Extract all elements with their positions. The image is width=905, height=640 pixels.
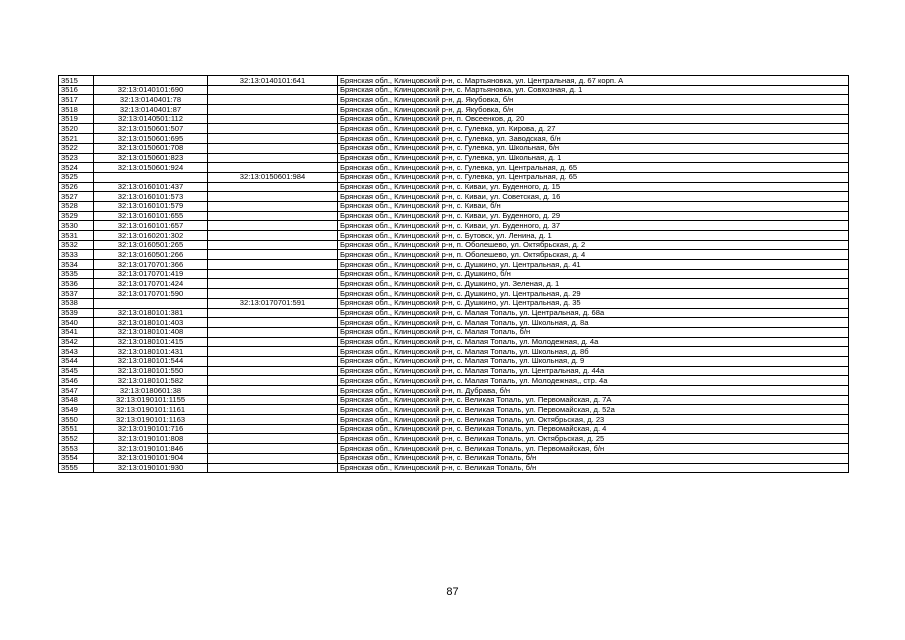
related-cadastral-number-cell	[208, 134, 338, 144]
related-cadastral-number-cell	[208, 192, 338, 202]
page-number: 87	[446, 586, 459, 598]
cadastral-number-cell: 32:13:0190101:904	[94, 453, 208, 463]
cadastral-number-cell: 32:13:0180101:544	[94, 356, 208, 366]
table-row	[59, 424, 849, 434]
row-number-cell: 3532	[59, 240, 94, 250]
address-cell: Брянская обл., Клинцовский р-н, с. Душкино, ул. Центральная, д. 41	[338, 260, 849, 270]
address-cell: Брянская обл., Клинцовский р-н, с. Гулевка, ул. Заводская, б/н	[338, 134, 849, 144]
related-cadastral-number-cell: 32:13:0150601:984	[208, 172, 338, 182]
address-cell: Брянская обл., Клинцовский р-н, с. Душкино, ул. Центральная, д. 29	[338, 289, 849, 299]
table-row	[59, 347, 849, 357]
cadastral-number-cell: 32:13:0160201:302	[94, 231, 208, 241]
row-number-cell: 3522	[59, 143, 94, 153]
table-row	[59, 269, 849, 279]
table-row	[59, 240, 849, 250]
row-number-cell: 3534	[59, 260, 94, 270]
row-number-cell: 3529	[59, 211, 94, 221]
related-cadastral-number-cell	[208, 463, 338, 473]
related-cadastral-number-cell	[208, 182, 338, 192]
cadastral-number-cell: 32:13:0180101:403	[94, 318, 208, 328]
table-row	[59, 434, 849, 444]
cadastral-number-cell: 32:13:0190101:808	[94, 434, 208, 444]
related-cadastral-number-cell	[208, 240, 338, 250]
related-cadastral-number-cell	[208, 269, 338, 279]
table-row	[59, 463, 849, 473]
row-number-cell: 3545	[59, 366, 94, 376]
related-cadastral-number-cell	[208, 347, 338, 357]
table-row	[59, 453, 849, 463]
row-number-cell: 3552	[59, 434, 94, 444]
address-cell: Брянская обл., Клинцовский р-н, с. Малая Топаль, ул. Центральная, д. 44а	[338, 366, 849, 376]
cadastral-number-cell: 32:13:0190101:1155	[94, 395, 208, 405]
cadastral-number-cell: 32:13:0150601:708	[94, 143, 208, 153]
related-cadastral-number-cell	[208, 289, 338, 299]
table-row	[59, 298, 849, 308]
related-cadastral-number-cell	[208, 250, 338, 260]
table-row	[59, 231, 849, 241]
row-number-cell: 3526	[59, 182, 94, 192]
table-row	[59, 337, 849, 347]
related-cadastral-number-cell	[208, 105, 338, 115]
cadastral-number-cell: 32:13:0150601:823	[94, 153, 208, 163]
table-row	[59, 201, 849, 211]
address-cell: Брянская обл., Клинцовский р-н, с. Киваи, ул. Буденного, д. 37	[338, 221, 849, 231]
table-row	[59, 114, 849, 124]
related-cadastral-number-cell	[208, 337, 338, 347]
table-row	[59, 172, 849, 182]
cadastral-number-cell: 32:13:0140401:78	[94, 95, 208, 105]
cadastral-number-cell: 32:13:0160101:655	[94, 211, 208, 221]
address-cell: Брянская обл., Клинцовский р-н, с. Бутовск, ул. Ленина, д. 1	[338, 231, 849, 241]
related-cadastral-number-cell	[208, 95, 338, 105]
address-cell: Брянская обл., Клинцовский р-н, с. Великая Топаль, ул. Октябрьская, д. 25	[338, 434, 849, 444]
address-cell: Брянская обл., Клинцовский р-н, с. Малая Топаль, б/н	[338, 327, 849, 337]
row-number-cell: 3547	[59, 386, 94, 396]
address-cell: Брянская обл., Клинцовский р-н, п. Овсеенков, д. 20	[338, 114, 849, 124]
address-cell: Брянская обл., Клинцовский р-н, с. Душкино, ул. Центральная, д. 35	[338, 298, 849, 308]
table-row	[59, 163, 849, 173]
row-number-cell: 3546	[59, 376, 94, 386]
cadastral-number-cell	[94, 172, 208, 182]
related-cadastral-number-cell	[208, 221, 338, 231]
cadastral-number-cell: 32:13:0190101:846	[94, 444, 208, 454]
table-row	[59, 124, 849, 134]
cadastral-number-cell	[94, 298, 208, 308]
table-row	[59, 250, 849, 260]
cadastral-number-cell: 32:13:0170701:419	[94, 269, 208, 279]
row-number-cell: 3555	[59, 463, 94, 473]
address-cell: Брянская обл., Клинцовский р-н, с. Великая Топаль, ул. Первомайская, д. 7А	[338, 395, 849, 405]
cadastral-number-cell: 32:13:0190101:930	[94, 463, 208, 473]
address-cell: Брянская обл., Клинцовский р-н, с. Малая Топаль, ул. Молодежная, д. 4а	[338, 337, 849, 347]
cadastral-number-cell: 32:13:0160101:579	[94, 201, 208, 211]
table-row	[59, 192, 849, 202]
cadastral-number-cell: 32:13:0140501:112	[94, 114, 208, 124]
row-number-cell: 3554	[59, 453, 94, 463]
table-row	[59, 279, 849, 289]
row-number-cell: 3515	[59, 76, 94, 86]
cadastral-number-cell: 32:13:0190101:1161	[94, 405, 208, 415]
row-number-cell: 3541	[59, 327, 94, 337]
table-row	[59, 134, 849, 144]
related-cadastral-number-cell	[208, 376, 338, 386]
related-cadastral-number-cell	[208, 124, 338, 134]
table-row	[59, 95, 849, 105]
table-row	[59, 221, 849, 231]
table-row	[59, 395, 849, 405]
address-cell: Брянская обл., Клинцовский р-н, п. Оболешево, ул. Октябрьская, д. 2	[338, 240, 849, 250]
row-number-cell: 3538	[59, 298, 94, 308]
cadastral-number-cell: 32:13:0180101:408	[94, 327, 208, 337]
row-number-cell: 3550	[59, 415, 94, 425]
row-number-cell: 3548	[59, 395, 94, 405]
address-cell: Брянская обл., Клинцовский р-н, с. Малая Топаль, ул. Школьная, д. 8а	[338, 318, 849, 328]
cadastral-number-cell: 32:13:0170701:424	[94, 279, 208, 289]
address-cell: Брянская обл., Клинцовский р-н, с. Киваи, ул. Буденного, д. 15	[338, 182, 849, 192]
table-row	[59, 366, 849, 376]
address-cell: Брянская обл., Клинцовский р-н, с. Великая Топаль, б/н	[338, 453, 849, 463]
related-cadastral-number-cell	[208, 85, 338, 95]
table-row	[59, 211, 849, 221]
cadastral-number-cell: 32:13:0160101:657	[94, 221, 208, 231]
address-cell: Брянская обл., Клинцовский р-н, с. Великая Топаль, б/н	[338, 463, 849, 473]
related-cadastral-number-cell	[208, 366, 338, 376]
cadastral-number-cell: 32:13:0170701:590	[94, 289, 208, 299]
cadastral-number-cell: 32:13:0180101:550	[94, 366, 208, 376]
address-cell: Брянская обл., Клинцовский р-н, с. Малая Топаль, ул. Школьная, д. 8б	[338, 347, 849, 357]
address-cell: Брянская обл., Клинцовский р-н, с. Гулевка, ул. Центральная, д. 65	[338, 163, 849, 173]
related-cadastral-number-cell	[208, 424, 338, 434]
related-cadastral-number-cell	[208, 453, 338, 463]
row-number-cell: 3549	[59, 405, 94, 415]
table-row	[59, 308, 849, 318]
address-cell: Брянская обл., Клинцовский р-н, с. Гулевка, ул. Школьная, б/н	[338, 143, 849, 153]
related-cadastral-number-cell	[208, 405, 338, 415]
related-cadastral-number-cell	[208, 434, 338, 444]
address-cell: Брянская обл., Клинцовский р-н, с. Киваи, ул. Буденного, д. 29	[338, 211, 849, 221]
cadastral-number-cell: 32:13:0160501:266	[94, 250, 208, 260]
related-cadastral-number-cell	[208, 211, 338, 221]
cadastral-number-cell	[94, 76, 208, 86]
related-cadastral-number-cell	[208, 356, 338, 366]
row-number-cell: 3524	[59, 163, 94, 173]
property-registry-table	[58, 75, 849, 473]
row-number-cell: 3542	[59, 337, 94, 347]
address-cell: Брянская обл., Клинцовский р-н, п. Дубрава, б/н	[338, 386, 849, 396]
related-cadastral-number-cell	[208, 308, 338, 318]
cadastral-number-cell: 32:13:0150601:695	[94, 134, 208, 144]
row-number-cell: 3551	[59, 424, 94, 434]
address-cell: Брянская обл., Клинцовский р-н, с. Великая Топаль, ул. Первомайская, б/н	[338, 444, 849, 454]
row-number-cell: 3536	[59, 279, 94, 289]
address-cell: Брянская обл., Клинцовский р-н, с. Гулевка, ул. Школьная, д. 1	[338, 153, 849, 163]
table-row	[59, 405, 849, 415]
cadastral-number-cell: 32:13:0190101:1163	[94, 415, 208, 425]
cadastral-number-cell: 32:13:0170701:366	[94, 260, 208, 270]
address-cell: Брянская обл., Клинцовский р-н, с. Великая Топаль, ул. Октябрьская, д. 23	[338, 415, 849, 425]
address-cell: Брянская обл., Клинцовский р-н, с. Малая Топаль, ул. Школьная, д. 9	[338, 356, 849, 366]
address-cell: Брянская обл., Клинцовский р-н, с. Душкино, б/н	[338, 269, 849, 279]
table-row	[59, 386, 849, 396]
table-row	[59, 356, 849, 366]
row-number-cell: 3520	[59, 124, 94, 134]
row-number-cell: 3553	[59, 444, 94, 454]
row-number-cell: 3518	[59, 105, 94, 115]
row-number-cell: 3527	[59, 192, 94, 202]
address-cell: Брянская обл., Клинцовский р-н, с. Гулевка, ул. Центральная, д. 65	[338, 172, 849, 182]
row-number-cell: 3519	[59, 114, 94, 124]
table-row	[59, 76, 849, 86]
related-cadastral-number-cell	[208, 415, 338, 425]
address-cell: Брянская обл., Клинцовский р-н, с. Киваи, б/н	[338, 201, 849, 211]
related-cadastral-number-cell	[208, 318, 338, 328]
address-cell: Брянская обл., Клинцовский р-н, с. Мартьяновка, ул. Центральная, д. 67 корп. А	[338, 76, 849, 86]
address-cell: Брянская обл., Клинцовский р-н, с. Малая Топаль, ул. Центральная, д. 68а	[338, 308, 849, 318]
related-cadastral-number-cell: 32:13:0140101:641	[208, 76, 338, 86]
cadastral-number-cell: 32:13:0140401:87	[94, 105, 208, 115]
related-cadastral-number-cell	[208, 327, 338, 337]
address-cell: Брянская обл., Клинцовский р-н, д. Якубовка, б/н	[338, 95, 849, 105]
table-row	[59, 182, 849, 192]
cadastral-number-cell: 32:13:0180101:582	[94, 376, 208, 386]
address-cell: Брянская обл., Клинцовский р-н, с. Малая Топаль, ул. Молодежная,, стр. 4а	[338, 376, 849, 386]
related-cadastral-number-cell: 32:13:0170701:591	[208, 298, 338, 308]
row-number-cell: 3540	[59, 318, 94, 328]
table-row	[59, 327, 849, 337]
row-number-cell: 3517	[59, 95, 94, 105]
table-row	[59, 289, 849, 299]
related-cadastral-number-cell	[208, 395, 338, 405]
related-cadastral-number-cell	[208, 153, 338, 163]
cadastral-number-cell: 32:13:0140101:690	[94, 85, 208, 95]
row-number-cell: 3523	[59, 153, 94, 163]
row-number-cell: 3531	[59, 231, 94, 241]
row-number-cell: 3535	[59, 269, 94, 279]
address-cell: Брянская обл., Клинцовский р-н, п. Оболешево, ул. Октябрьская, д. 4	[338, 250, 849, 260]
related-cadastral-number-cell	[208, 114, 338, 124]
table-row	[59, 444, 849, 454]
registry-table-body	[59, 76, 849, 473]
table-row	[59, 85, 849, 95]
related-cadastral-number-cell	[208, 386, 338, 396]
address-cell: Брянская обл., Клинцовский р-н, с. Гулевка, ул. Кирова, д. 27	[338, 124, 849, 134]
address-cell: Брянская обл., Клинцовский р-н, с. Великая Топаль, ул. Первомайская, д. 52а	[338, 405, 849, 415]
related-cadastral-number-cell	[208, 231, 338, 241]
cadastral-number-cell: 32:13:0180101:381	[94, 308, 208, 318]
table-row	[59, 318, 849, 328]
row-number-cell: 3544	[59, 356, 94, 366]
address-cell: Брянская обл., Клинцовский р-н, с. Киваи, ул. Советская, д. 16	[338, 192, 849, 202]
cadastral-number-cell: 32:13:0180601:38	[94, 386, 208, 396]
row-number-cell: 3528	[59, 201, 94, 211]
table-row	[59, 105, 849, 115]
address-cell: Брянская обл., Клинцовский р-н, с. Мартьяновка, ул. Совхозная, д. 1	[338, 85, 849, 95]
cadastral-number-cell: 32:13:0180101:431	[94, 347, 208, 357]
address-cell: Брянская обл., Клинцовский р-н, с. Душкино, ул. Зеленая, д. 1	[338, 279, 849, 289]
cadastral-number-cell: 32:13:0150601:507	[94, 124, 208, 134]
related-cadastral-number-cell	[208, 260, 338, 270]
address-cell: Брянская обл., Клинцовский р-н, д. Якубовка, б/н	[338, 105, 849, 115]
related-cadastral-number-cell	[208, 444, 338, 454]
address-cell: Брянская обл., Клинцовский р-н, с. Великая Топаль, ул. Первомайская, д. 4	[338, 424, 849, 434]
cadastral-number-cell: 32:13:0150601:924	[94, 163, 208, 173]
cadastral-number-cell: 32:13:0160101:437	[94, 182, 208, 192]
cadastral-number-cell: 32:13:0180101:415	[94, 337, 208, 347]
row-number-cell: 3530	[59, 221, 94, 231]
row-number-cell: 3533	[59, 250, 94, 260]
row-number-cell: 3539	[59, 308, 94, 318]
row-number-cell: 3516	[59, 85, 94, 95]
table-row	[59, 415, 849, 425]
table-row	[59, 153, 849, 163]
table-row	[59, 143, 849, 153]
row-number-cell: 3521	[59, 134, 94, 144]
row-number-cell: 3525	[59, 172, 94, 182]
table-row	[59, 376, 849, 386]
related-cadastral-number-cell	[208, 279, 338, 289]
cadastral-number-cell: 32:13:0160501:265	[94, 240, 208, 250]
related-cadastral-number-cell	[208, 163, 338, 173]
cadastral-number-cell: 32:13:0190101:716	[94, 424, 208, 434]
cadastral-number-cell: 32:13:0160101:573	[94, 192, 208, 202]
row-number-cell: 3543	[59, 347, 94, 357]
related-cadastral-number-cell	[208, 143, 338, 153]
table-row	[59, 260, 849, 270]
row-number-cell: 3537	[59, 289, 94, 299]
related-cadastral-number-cell	[208, 201, 338, 211]
